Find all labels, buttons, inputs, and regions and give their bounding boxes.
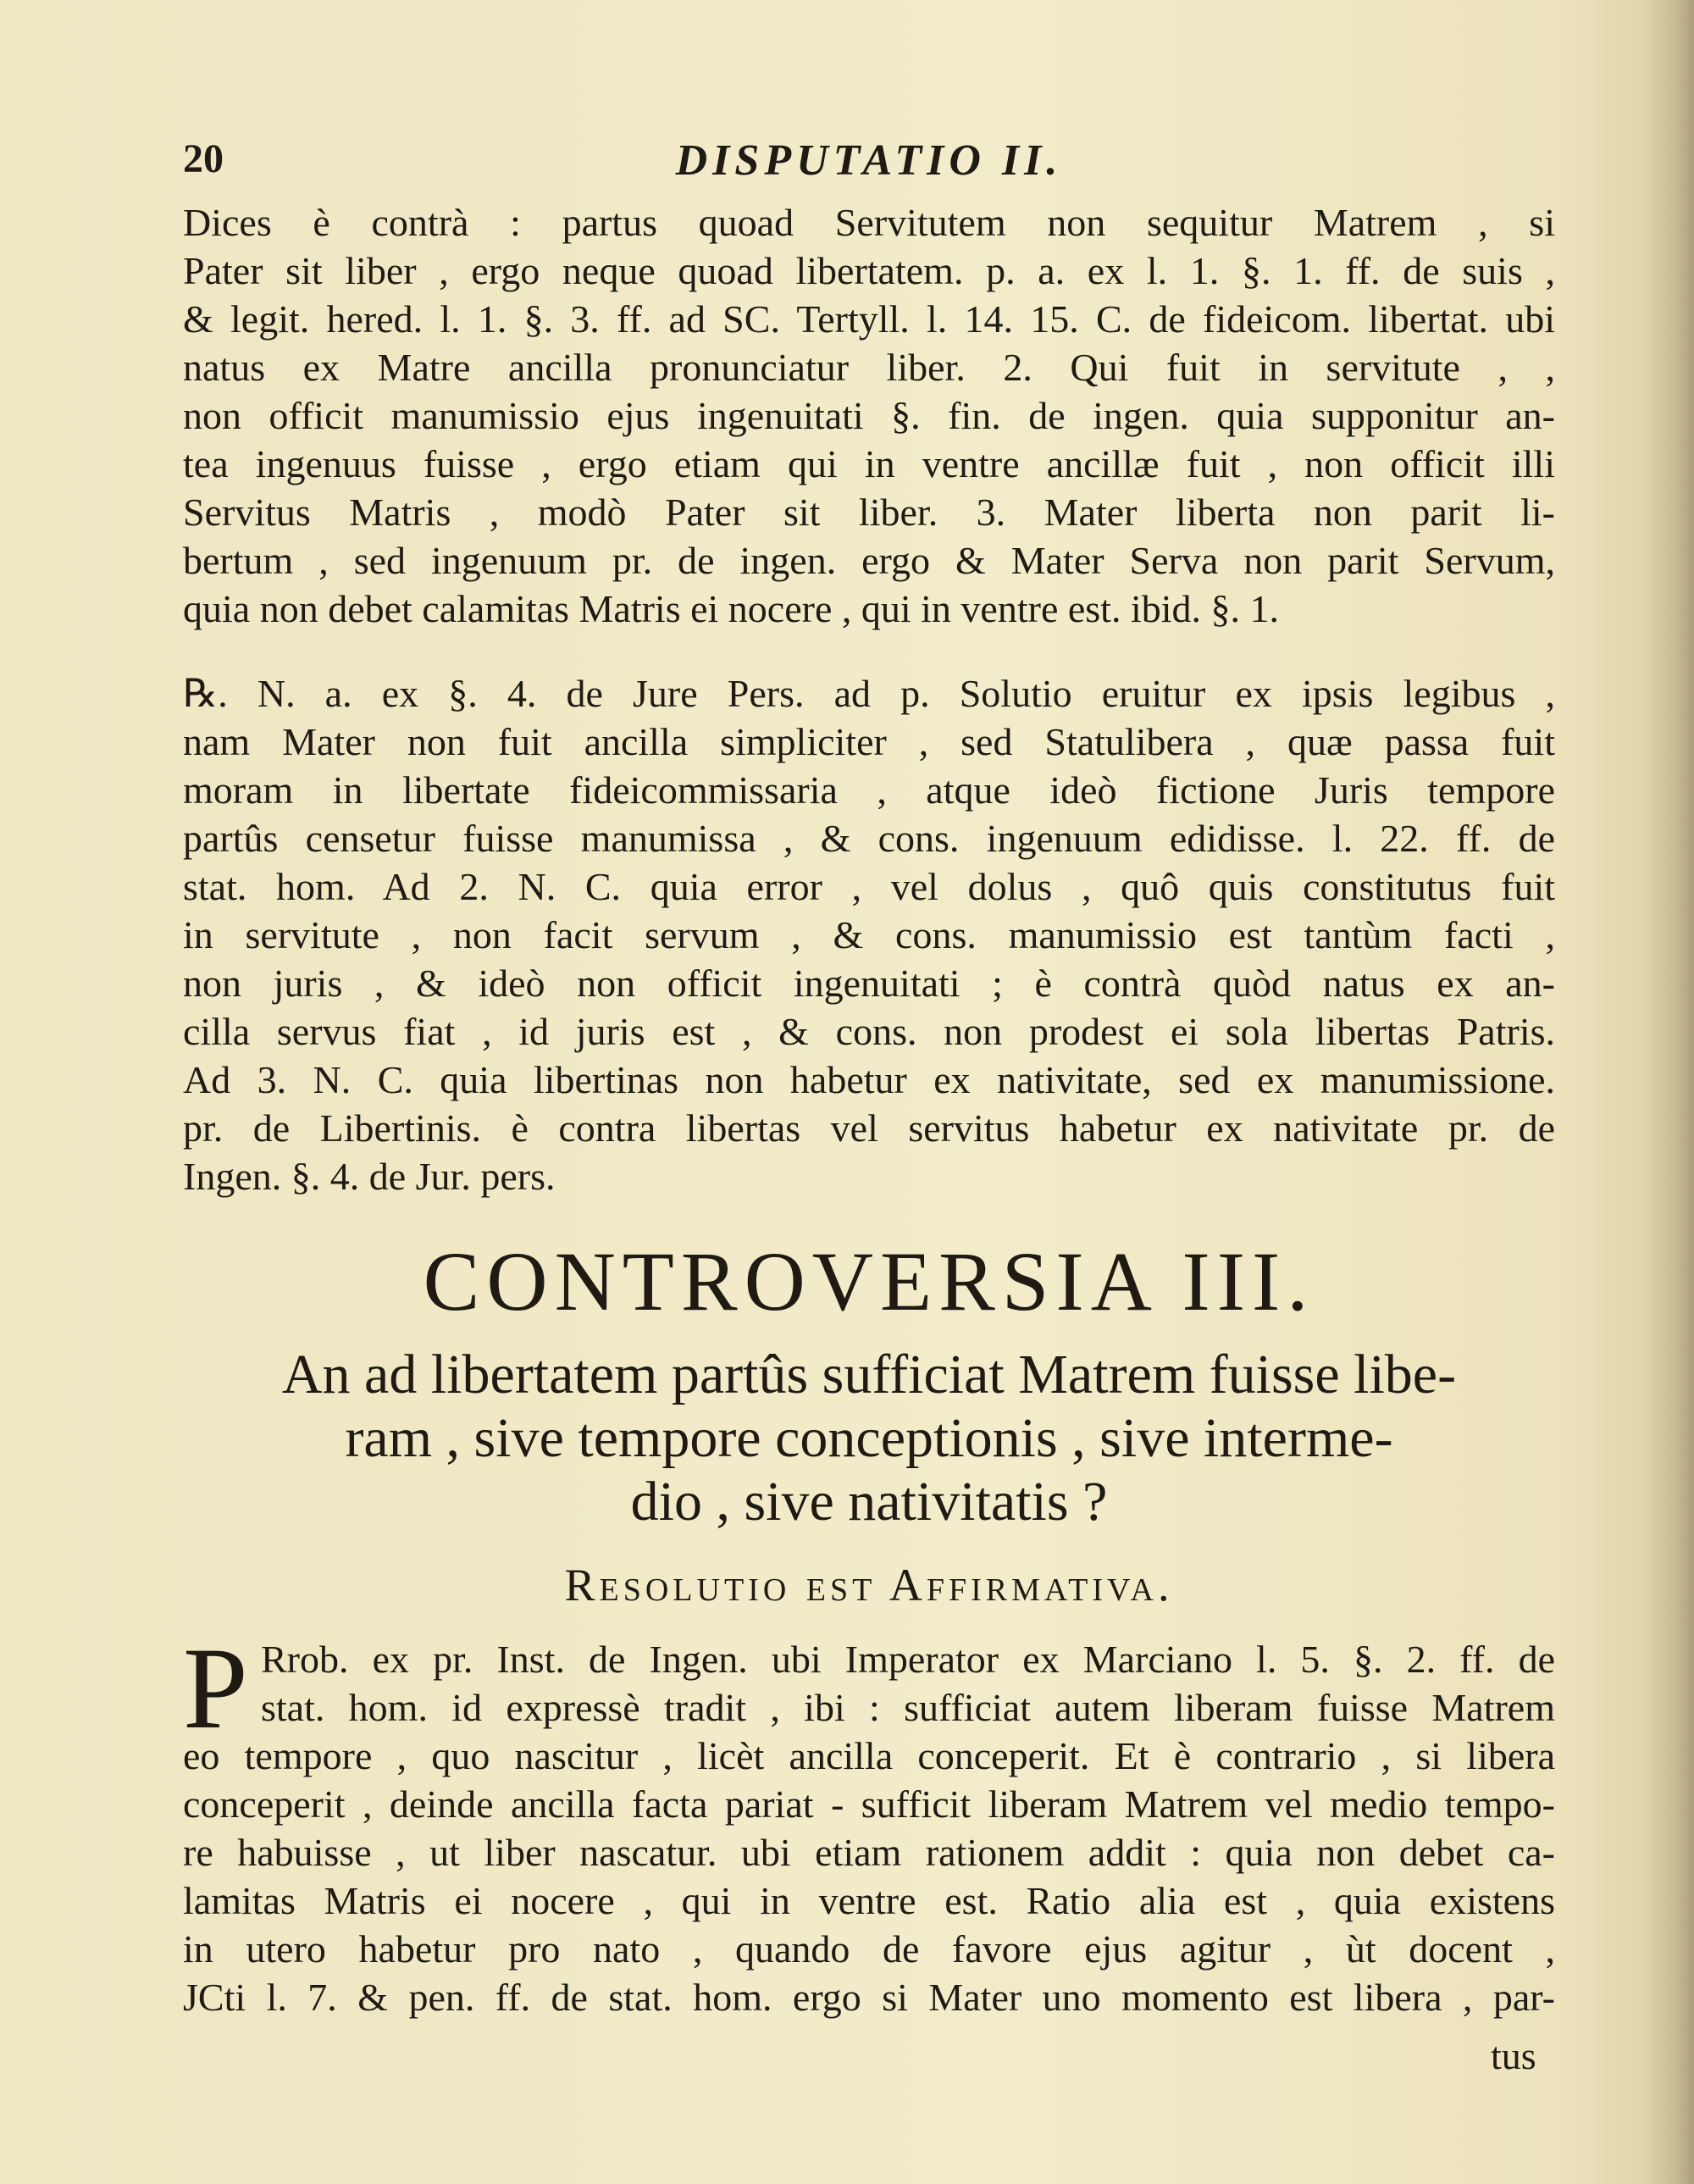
text-line: Ingen. §. 4. de Jur. pers. bbox=[183, 1155, 556, 1198]
text-line: lamitas Matris ei nocere , qui in ventre est. Ratio alia est , quia existens bbox=[183, 1879, 1555, 1922]
text-line: in servitute , non facit servum , & cons. manumissio est tantùm facti , bbox=[183, 913, 1555, 956]
question-line: dio , sive nativitatis ? bbox=[630, 1471, 1108, 1533]
paragraph-proof bbox=[183, 1623, 1555, 2021]
text-line: natus ex Matre ancilla pronunciatur liber. 2. Qui fuit in servitute , , bbox=[183, 346, 1555, 389]
question-line: An ad libertatem partûs sufficiat Matrem fuisse libe- bbox=[281, 1344, 1457, 1405]
text-line: quia non debet calamitas Matris ei nocere , qui in ventre est. ibid. §. 1. bbox=[183, 587, 1280, 630]
text-line: Servitus Matris , modò Pater sit liber. 3. Mater liberta non parit li- bbox=[183, 491, 1555, 534]
paragraph-responses bbox=[183, 669, 1555, 1200]
text-line: bertum , sed ingenuum pr. de ingen. ergo & Mater Serva non parit Servum, bbox=[183, 539, 1555, 582]
section-heading: CONTROVERSIA III. bbox=[423, 1234, 1315, 1328]
text-line: Rrob. ex pr. Inst. de Ingen. ubi Imperator ex Marciano l. 5. §. 2. ff. de bbox=[261, 1638, 1555, 1681]
question-line: ram , sive tempore conceptionis , sive interme- bbox=[345, 1407, 1393, 1469]
text-line: stat. hom. id expressè tradit , ibi : sufficiat autem liberam fuisse Matrem bbox=[261, 1686, 1555, 1729]
page-header bbox=[183, 136, 1555, 195]
text-line: non officit manumissio ejus ingenuitati §. fin. de ingen. quia supponitur an- bbox=[183, 394, 1555, 437]
text-line: ℞. N. a. ex §. 4. de Jure Pers. ad p. Solutio eruitur ex ipsis legibus , bbox=[183, 672, 1555, 715]
text-line: & legit. hered. l. 1. §. 3. ff. ad SC. Tertyll. l. 14. 15. C. de fideicom. libertat. ubi bbox=[183, 297, 1555, 341]
text-line: tea ingenuus fuisse , ergo etiam qui in ventre ancillæ fuit , non officit illi bbox=[183, 442, 1555, 485]
text-line: conceperit , deinde ancilla facta pariat - sufficit liberam Matrem vel medio tempo- bbox=[183, 1782, 1555, 1826]
resolution-heading: Resolutio est Affirmativa. bbox=[564, 1560, 1174, 1610]
text-line: re habuisse , ut liber nascatur. ubi etiam rationem addit : quia non debet ca- bbox=[183, 1831, 1555, 1874]
text-line: Ad 3. N. C. quia libertinas non habetur ex nativitate, sed ex manumissione. bbox=[183, 1058, 1555, 1101]
text-line: stat. hom. Ad 2. N. C. quia error , vel dolus , quô quis constitutus fuit bbox=[183, 865, 1555, 908]
text-line: Dices è contrà : partus quoad Servitutem non sequitur Matrem , si bbox=[183, 201, 1555, 244]
text-line: partûs censetur fuisse manumissa , & cons. ingenuum edidisse. l. 22. ff. de bbox=[183, 817, 1555, 860]
text-line: eo tempore , quo nascitur , licèt ancilla conceperit. Et è contrario , si libera bbox=[183, 1734, 1555, 1777]
drop-cap: P bbox=[183, 1623, 248, 1753]
text-line: non juris , & ideò non officit ingenuitati ; è contrà quòd natus ex an- bbox=[183, 962, 1555, 1005]
controversy-question bbox=[183, 1343, 1555, 1533]
text-line: moram in libertate fideicommissaria , atque ideò fictione Juris tempore bbox=[183, 768, 1555, 812]
text-line: pr. de Libertinis. è contra libertas vel servitus habetur ex nativitate pr. de bbox=[183, 1106, 1555, 1150]
text-line: nam Mater non fuit ancilla simpliciter , sed Statulibera , quæ passa fuit bbox=[183, 720, 1555, 763]
catchword: tus bbox=[1491, 2034, 1536, 2077]
page-number: 20 bbox=[183, 136, 224, 181]
running-title: DISPUTATIO II. bbox=[675, 136, 1063, 185]
text-line: cilla servus fiat , id juris est , & cons. non prodest ei sola libertas Patris. bbox=[183, 1010, 1555, 1053]
paragraph-objections bbox=[183, 198, 1555, 633]
text-line: JCti l. 7. & pen. ff. de stat. hom. ergo si Mater uno momento est libera , par- bbox=[183, 1976, 1555, 2019]
text-line: in utero habetur pro nato , quando de favore ejus agitur , ùt docent , bbox=[183, 1927, 1555, 1971]
text-line: Pater sit liber , ergo neque quoad libertatem. p. a. ex l. 1. §. 1. ff. de suis , bbox=[183, 249, 1555, 292]
page-gutter-shadow bbox=[1643, 0, 1694, 2184]
